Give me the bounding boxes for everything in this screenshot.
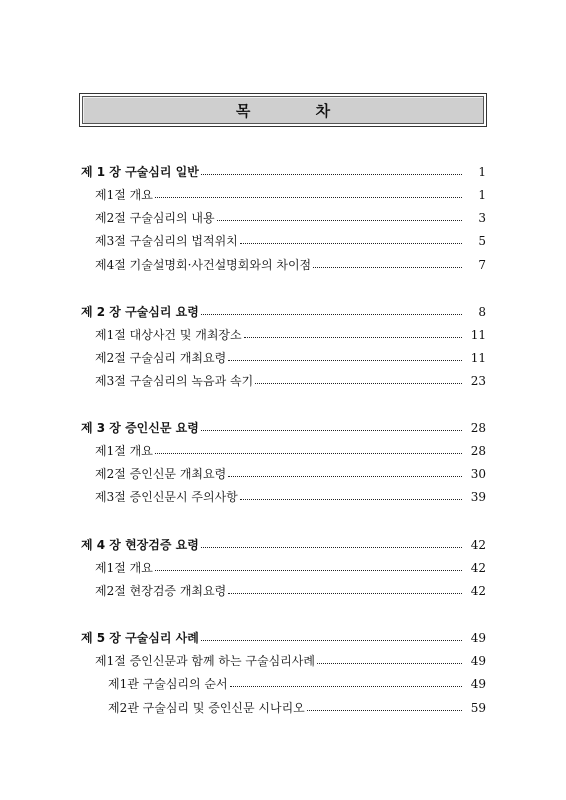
dot-leader (307, 710, 462, 711)
toc-page-number: 8 (478, 305, 486, 319)
toc-section[interactable] (95, 187, 486, 203)
toc-page-number: 11 (470, 328, 486, 342)
toc-section[interactable] (95, 327, 486, 343)
dot-leader (155, 453, 462, 454)
toc-subsection-label: 제1관 구술심리의 순서 (108, 677, 228, 691)
dot-leader (228, 593, 462, 594)
toc-page-number: 39 (470, 490, 486, 504)
toc-section-label: 제4절 기술설명회·사건설명회와의 차이점 (95, 258, 312, 272)
dot-leader (230, 686, 462, 687)
toc-page-number: 11 (470, 351, 486, 365)
toc-page-number: 23 (470, 374, 486, 388)
toc-title: 목 차 (235, 101, 331, 120)
toc-page-number: 49 (470, 631, 486, 645)
toc-section-label: 제1절 개요 (95, 444, 153, 458)
toc-section[interactable] (95, 373, 486, 389)
toc-title-box (79, 93, 487, 127)
toc-section-label: 제1절 개요 (95, 188, 153, 202)
dot-leader (228, 360, 462, 361)
toc-chapter-label: 제 2 장 구술심리 요령 (81, 305, 199, 319)
dot-leader (201, 640, 462, 641)
toc-page-number: 42 (470, 561, 486, 575)
dot-leader (201, 174, 462, 175)
toc-section[interactable] (95, 443, 486, 459)
toc-subsection-label: 제2관 구술심리 및 증인신문 시나리오 (108, 701, 305, 715)
toc-chapter-5[interactable] (81, 630, 486, 646)
dot-leader (255, 383, 462, 384)
dot-leader (313, 267, 462, 268)
toc-section[interactable] (95, 583, 486, 599)
toc-page-number: 42 (470, 584, 486, 598)
toc-section[interactable] (95, 350, 486, 366)
dot-leader (155, 197, 462, 198)
toc-chapter-label: 제 5 장 구술심리 사례 (81, 631, 199, 645)
toc-section-label: 제2절 현장검증 개최요령 (95, 584, 227, 598)
toc-title-inner (82, 96, 484, 124)
toc-page-number: 49 (470, 677, 486, 691)
dot-leader (155, 570, 462, 571)
toc-page-number: 1 (478, 165, 486, 179)
toc-page-number: 3 (478, 211, 486, 225)
toc-section-label: 제2절 증인신문 개최요령 (95, 467, 227, 481)
toc-section[interactable] (95, 466, 486, 482)
toc-subsection[interactable] (108, 700, 486, 716)
dot-leader (201, 314, 462, 315)
toc-page-number: 5 (478, 234, 486, 248)
toc-page-number: 1 (478, 188, 486, 202)
toc-page-number: 49 (470, 654, 486, 668)
dot-leader (244, 337, 462, 338)
dot-leader (201, 430, 462, 431)
dot-leader (228, 476, 462, 477)
toc-section-label: 제1절 개요 (95, 561, 153, 575)
toc-chapter-4[interactable] (81, 537, 486, 553)
toc-page-number: 28 (470, 444, 486, 458)
dot-leader (240, 499, 462, 500)
toc-section[interactable] (95, 257, 486, 273)
dot-leader (240, 243, 462, 244)
toc-section-label: 제3절 증인신문시 주의사항 (95, 490, 238, 504)
toc-chapter-2[interactable] (81, 304, 486, 320)
toc-section[interactable] (95, 653, 486, 669)
toc-section-label: 제1절 대상사건 및 개최장소 (95, 328, 242, 342)
toc-section[interactable] (95, 210, 486, 226)
toc-section-label: 제2절 구술심리의 내용 (95, 211, 215, 225)
toc-subsection[interactable] (108, 676, 486, 692)
toc-page-number: 28 (470, 421, 486, 435)
dot-leader (201, 547, 462, 548)
toc-page-number: 59 (470, 701, 486, 715)
toc-section-label: 제1절 증인신문과 함께 하는 구술심리사례 (95, 654, 315, 668)
toc-chapter-1[interactable] (81, 164, 486, 180)
toc-section-label: 제2절 구술심리 개최요령 (95, 351, 227, 365)
dot-leader (217, 220, 462, 221)
toc-chapter-label: 제 3 장 증인신문 요령 (81, 421, 199, 435)
toc-section[interactable] (95, 560, 486, 576)
toc-section[interactable] (95, 489, 486, 505)
toc-page-number: 30 (470, 467, 486, 481)
toc-chapter-label: 제 1 장 구술심리 일반 (81, 165, 199, 179)
toc-section[interactable] (95, 233, 486, 249)
toc-chapter-label: 제 4 장 현장검증 요령 (81, 538, 199, 552)
dot-leader (317, 663, 462, 664)
toc-page-number: 7 (478, 258, 486, 272)
toc-section-label: 제3절 구술심리의 법적위치 (95, 234, 238, 248)
toc-chapter-3[interactable] (81, 420, 486, 436)
toc-page-number: 42 (470, 538, 486, 552)
toc-section-label: 제3절 구술심리의 녹음과 속기 (95, 374, 254, 388)
